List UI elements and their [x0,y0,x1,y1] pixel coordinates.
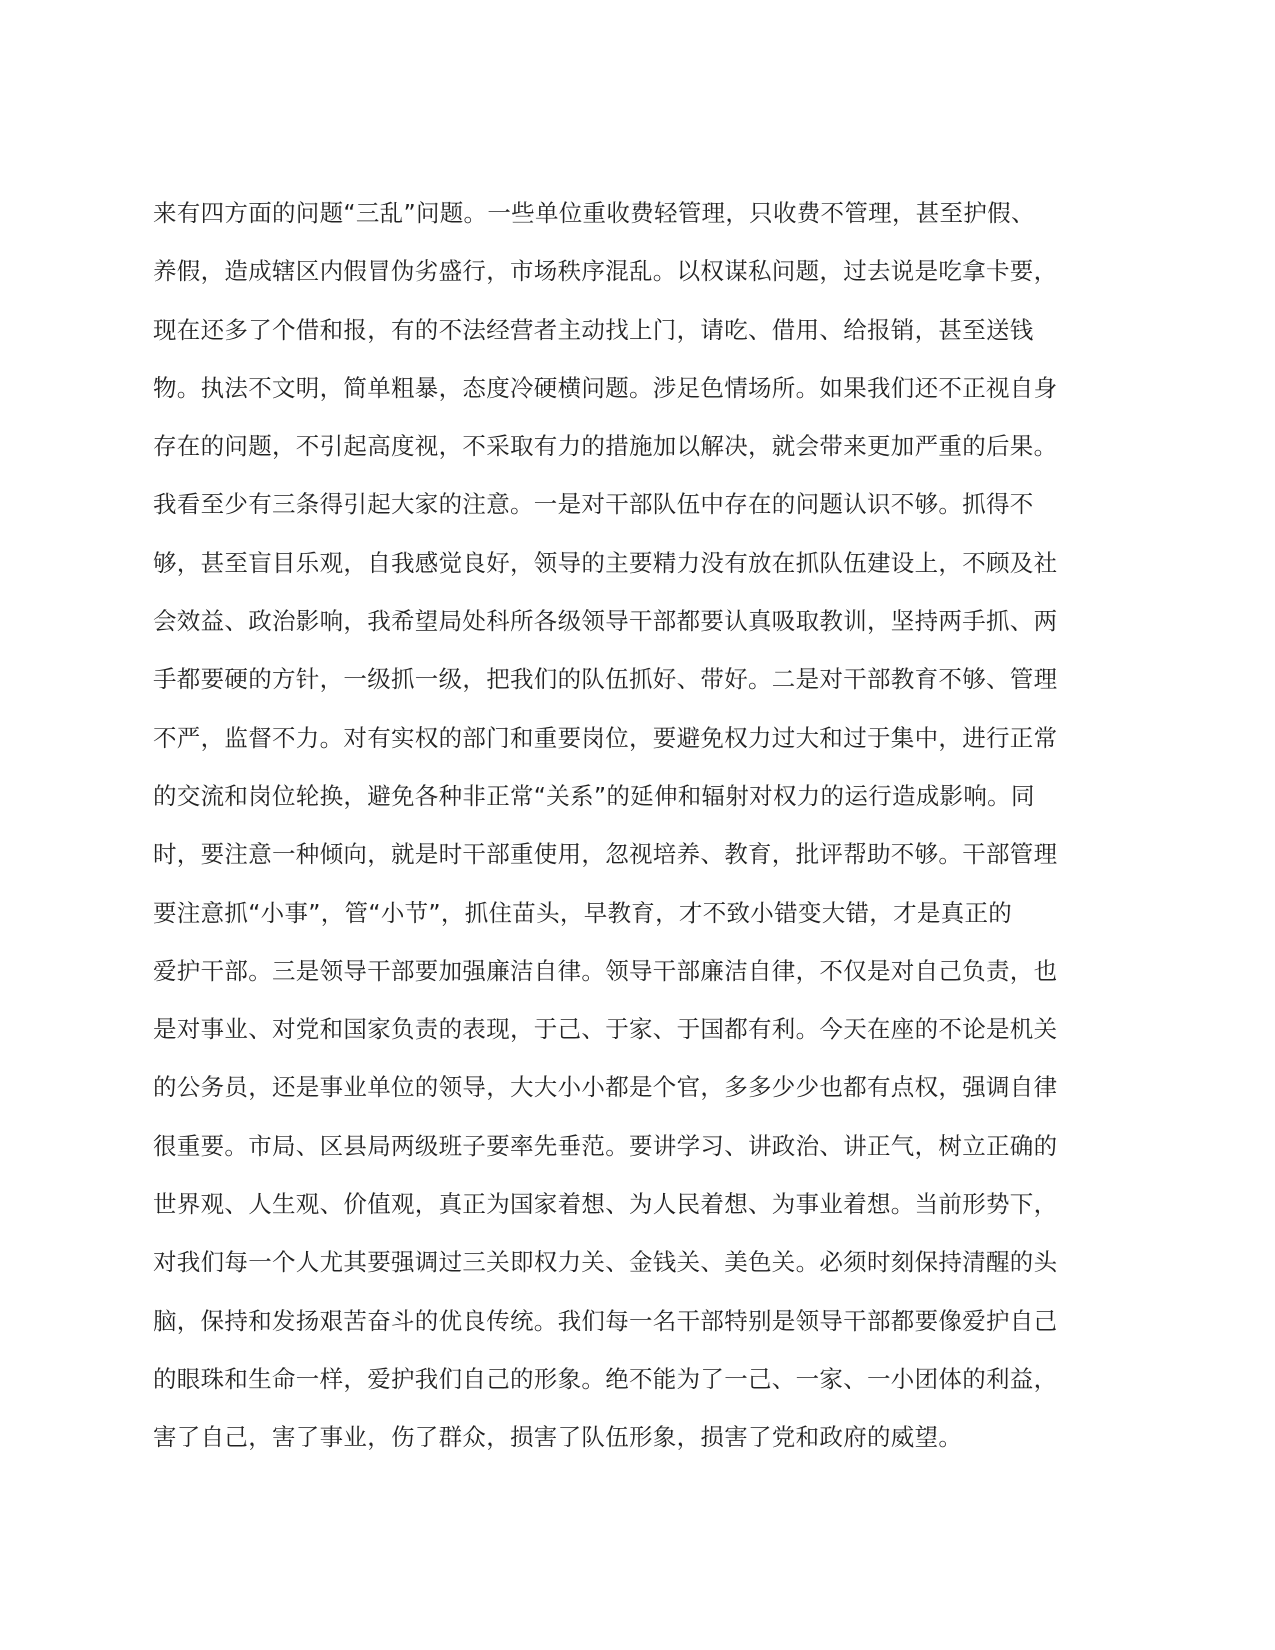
text-line-6: 我看至少有三条得引起大家的注意。一是对干部队伍中存在的问题认识不够。抓得不 [153,490,1034,519]
text-line-15: 是对事业、对党和国家负责的表现，于己、于家、于国都有利。今天在座的不论是机关 [153,1015,1058,1044]
text-line-21: 的眼珠和生命一样，爱护我们自己的形象。绝不能为了一己、一家、一小团体的利益， [153,1364,1058,1393]
text-line-8: 会效益、政治影响，我希望局处科所各级领导干部都要认真吸取教训，坚持两手抓、两 [153,607,1058,636]
text-line-19: 对我们每一个人尤其要强调过三关即权力关、金钱关、美色关。必须时刻保持清醒的头 [153,1248,1058,1277]
text-line-9: 手都要硬的方针，一级抓一级，把我们的队伍抓好、带好。二是对干部教育不够、管理 [153,665,1058,694]
text-line-13: 要注意抓“小事”，管“小节”，抓住苗头，早教育，才不致小错变大错，才是真正的 [153,898,1013,927]
text-line-3: 现在还多了个借和报，有的不法经营者主动找上门，请吃、借用、给报销，甚至送钱 [153,315,1034,344]
text-line-2: 养假，造成辖区内假冒伪劣盛行，市场秩序混乱。以权谋私问题，过去说是吃拿卡要， [153,257,1058,286]
text-line-18: 世界观、人生观、价值观，真正为国家着想、为人民着想、为事业着想。当前形势下， [153,1190,1058,1219]
text-line-11: 的交流和岗位轮换，避免各种非正常“关系”的延伸和辐射对权力的运行造成影响。同 [153,781,1035,810]
text-line-20: 脑，保持和发扬艰苦奋斗的优良传统。我们每一名干部特别是领导干部都要像爱护自己 [153,1306,1058,1335]
text-line-7: 够，甚至盲目乐观，自我感觉良好，领导的主要精力没有放在抓队伍建设上，不顾及社 [153,548,1058,577]
text-line-14: 爱护干部。三是领导干部要加强廉洁自律。领导干部廉洁自律，不仅是对自己负责，也 [153,956,1058,985]
text-line-4: 物。执法不文明，简单粗暴，态度冷硬横问题。涉足色情场所。如果我们还不正视自身 [153,373,1058,402]
text-line-16: 的公务员，还是事业单位的领导，大大小小都是个官，多多少少也都有点权，强调自律 [153,1073,1058,1102]
body-text [153,184,1113,1467]
text-line-12: 时，要注意一种倾向，就是时干部重使用，忽视培养、教育，批评帮助不够。干部管理 [153,840,1058,869]
text-line-10: 不严，监督不力。对有实权的部门和重要岗位，要避免权力过大和过于集中，进行正常 [153,723,1058,752]
text-line-17: 很重要。市局、区县局两级班子要率先垂范。要讲学习、讲政治、讲正气，树立正确的 [153,1131,1058,1160]
text-line-5: 存在的问题，不引起高度视，不采取有力的措施加以解决，就会带来更加严重的后果。 [153,432,1058,461]
text-line-1: 来有四方面的问题“三乱”问题。一些单位重收费轻管理，只收费不管理，甚至护假、 [153,199,1035,227]
text-line-22: 害了自己，害了事业，伤了群众，损害了队伍形象，损害了党和政府的威望。 [153,1423,963,1452]
